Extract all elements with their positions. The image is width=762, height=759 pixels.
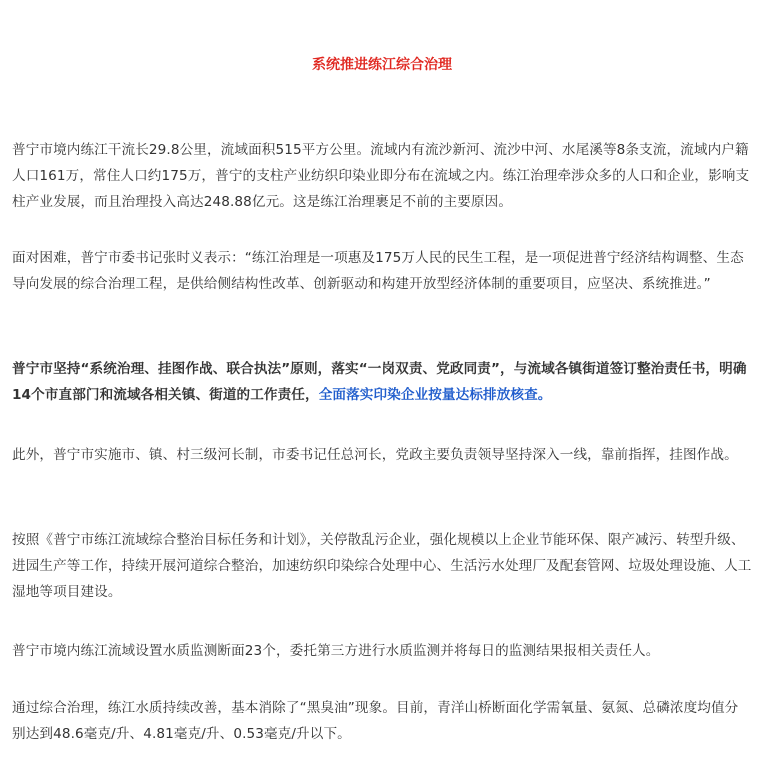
paragraph-party-secretary-quote: 面对困难，普宁市委书记张时义表示：“练江治理是一项惠及175万人民的民生工程，是一项促进普宁经济结构调整、生态导向发展的综合治理工程，是供给侧结构性改革、创新驱动和构建开放型经济体制的重要项目，应坚决、系统推进。” [12, 250, 744, 292]
paragraph-water-monitoring: 普宁市境内练江流域设置水质监测断面23个，委托第三方进行水质监测并将每日的监测结果报相关责任人。 [12, 643, 660, 659]
paragraph-river-chief-system: 此外，普宁市实施市、镇、村三级河长制，市委书记任总河长，党政主要负责领导坚持深入一线，靠前指挥，挂图作战。 [12, 447, 738, 463]
paragraph-remediation-plan: 按照《普宁市练江流域综合整治目标任务和计划》，关停散乱污企业，强化规模以上企业节能环保、限产减污、转型升级、进园生产等工作，持续开展河道综合整治，加速纺织印染综合处理中心、生活污水处理厂及配套管网、垃圾处理设施、人工湿地等项目建设。 [12, 532, 752, 600]
paragraph-overview: 普宁市境内练江干流长29.8公里，流域面积515平方公里。流域内有流沙新河、流沙中河、水尾溪等8条支流，流域内户籍人口161万，常住人口约175万，普宁的支柱产业纺织印染业即分布在流域之内。练江治理牵涉众多的人口和企业，影响支柱产业发展，而且治理投入高达248.88亿元。这是练江治理裹足不前的主要原因。 [12, 142, 750, 210]
highlight-link-text[interactable]: 全面落实印染企业按量达标排放核查。 [318, 387, 552, 403]
paragraph-principles-text: 普宁市坚持“系统治理、挂图作战、联合执法”原则，落实“一岗双责、党政同责”，与流域各镇街道签订整治责任书，明确14个市直部门和流域各相关镇、街道的工作责任， [12, 361, 747, 403]
paragraph-principles [12, 356, 752, 408]
paragraph-results: 通过综合治理，练江水质持续改善，基本消除了“黑臭油”现象。目前，青洋山桥断面化学需氧量、氨氮、总磷浓度均值分别达到48.6毫克/升、4.81毫克/升、0.53毫克/升以下。 [12, 700, 739, 742]
article-title: 系统推进练江综合治理 [312, 57, 452, 73]
